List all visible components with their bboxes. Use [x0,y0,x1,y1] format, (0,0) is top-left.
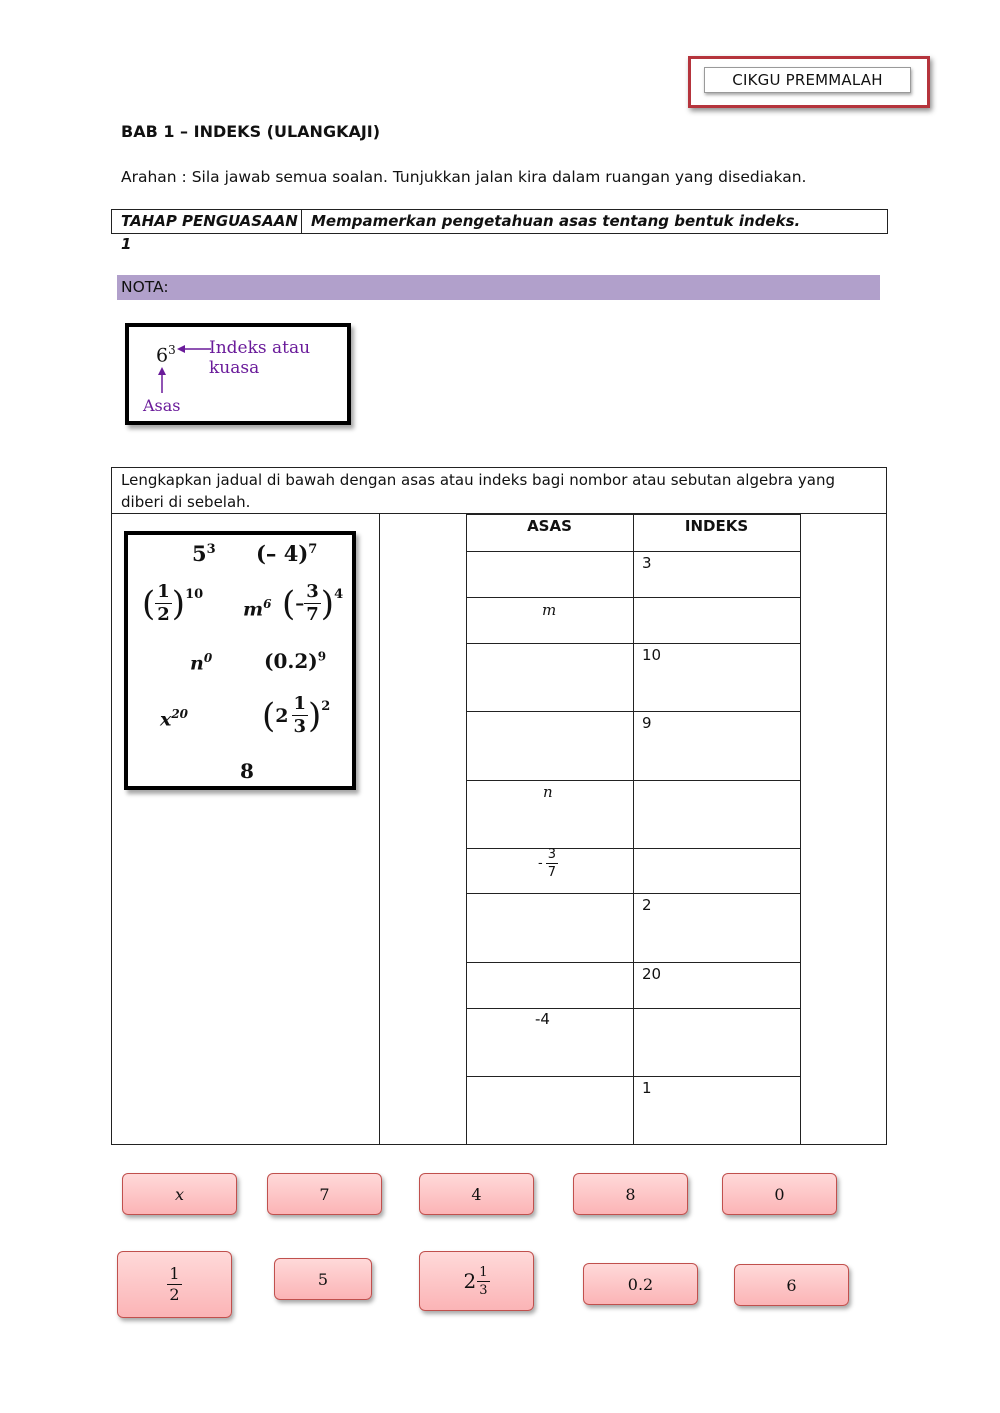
expression-neg4-power7: (– 4)$^7$ [256,541,318,566]
expressions-box [124,531,356,790]
expression-n-power0: $n^0$ [190,651,213,675]
asas-value: -4 [535,1010,550,1028]
answer-table [466,514,801,1145]
nota-heading: NOTA: [117,275,880,300]
column-header-asas: ASAS [527,517,572,535]
expression-0.2-power9: $(0.2)^9$ [264,649,327,673]
answer-tile-4[interactable]: 4 [419,1173,534,1215]
expression-x-power20: $x^{20}$ [160,707,189,731]
drop-zone-asas-7[interactable] [467,894,633,962]
indeks-value: 10 [642,646,662,664]
nota-base: 6 [156,344,169,367]
fraction-numerator: 1 [169,1264,180,1283]
tahap-label: TAHAP PENGUASAAN 1 [112,210,302,233]
nota-diagram [125,323,351,425]
drop-zone-asas-1[interactable] [467,552,633,597]
instruction-text: Arahan : Sila jawab semua soalan. Tunjukkan jalan kira dalam ruangan yang disediakan. [121,168,807,186]
indeks-value: 20 [642,965,662,983]
expression-mixed-power2: ( 2 $\frac{1}{3}$ ) $^2$ [262,693,331,737]
indeks-value: 2 [642,896,652,914]
fraction-numerator: 1 [479,1264,488,1280]
answer-tile-mixed-fraction[interactable] [419,1251,534,1311]
answer-tile-half[interactable] [117,1251,232,1318]
expression-half-power10: ( $\frac{1}{2}$ ) $^{10}$ [142,581,204,625]
asas-value-fraction: - $\frac{3}{7}$ [538,847,556,880]
index-arrow-icon [177,339,213,359]
expression-8: 8 [240,759,254,783]
expression-5-cubed: $5^3$ [192,541,216,566]
fraction-denominator: 2 [169,1285,180,1304]
fraction-denominator: 3 [479,1282,488,1298]
drop-zone-indeks-9[interactable] [634,1009,800,1076]
answer-tile-x[interactable]: x [122,1173,237,1215]
asas-value: n [543,783,553,801]
mixed-whole: 2 [463,1269,477,1293]
asas-value: m [542,601,557,619]
page-title: BAB 1 – INDEKS (ULANGKAJI) [121,122,381,141]
base-arrow-icon [156,367,168,393]
drop-zone-indeks-6[interactable] [634,849,800,893]
answer-tile-7[interactable]: 7 [267,1173,382,1215]
drop-zone-asas-8[interactable] [467,963,633,1008]
drop-zone-indeks-5[interactable] [634,781,800,848]
nota-exponent: 3 [168,343,176,357]
answer-tile-5[interactable]: 5 [274,1258,372,1300]
table-border [466,514,801,515]
drop-zone-asas-3[interactable] [467,644,633,711]
author-name: CIKGU PREMMALAH [704,67,911,93]
drop-zone-indeks-2[interactable] [634,598,800,643]
drop-zone-asas-4[interactable] [467,712,633,780]
table-border [466,514,467,1145]
drop-zone-asas-10[interactable] [467,1077,633,1145]
answer-tile-0.2[interactable]: 0.2 [583,1263,698,1305]
answer-tile-8[interactable]: 8 [573,1173,688,1215]
indeks-value: 1 [642,1079,652,1097]
expression-m-power6: $m^6$ [243,597,272,621]
nota-base-label: Asas [143,396,181,415]
answer-tile-6[interactable]: 6 [734,1264,849,1306]
answer-tile-0[interactable]: 0 [722,1173,837,1215]
table-border [800,514,801,1145]
nota-power [156,343,176,366]
tahap-penguasaan-row [111,209,888,253]
expression-neg3-7-power4: ( – $\frac{3}{7}$ ) $^4$ [282,581,344,625]
nota-index-label: Indeks atau kuasa [209,338,311,378]
tahap-description: Mempamerkan pengetahuan asas tentang bentuk indeks. [311,212,801,230]
indeks-value: 3 [642,554,652,572]
column-header-indeks: INDEKS [684,517,749,535]
divider [379,513,380,1145]
author-badge [688,56,930,108]
question-text: Lengkapkan jadual di bawah dengan asas atau indeks bagi nombor atau sebutan algebra yang diberi di sebelah. [121,471,835,511]
indeks-value: 9 [642,714,652,732]
